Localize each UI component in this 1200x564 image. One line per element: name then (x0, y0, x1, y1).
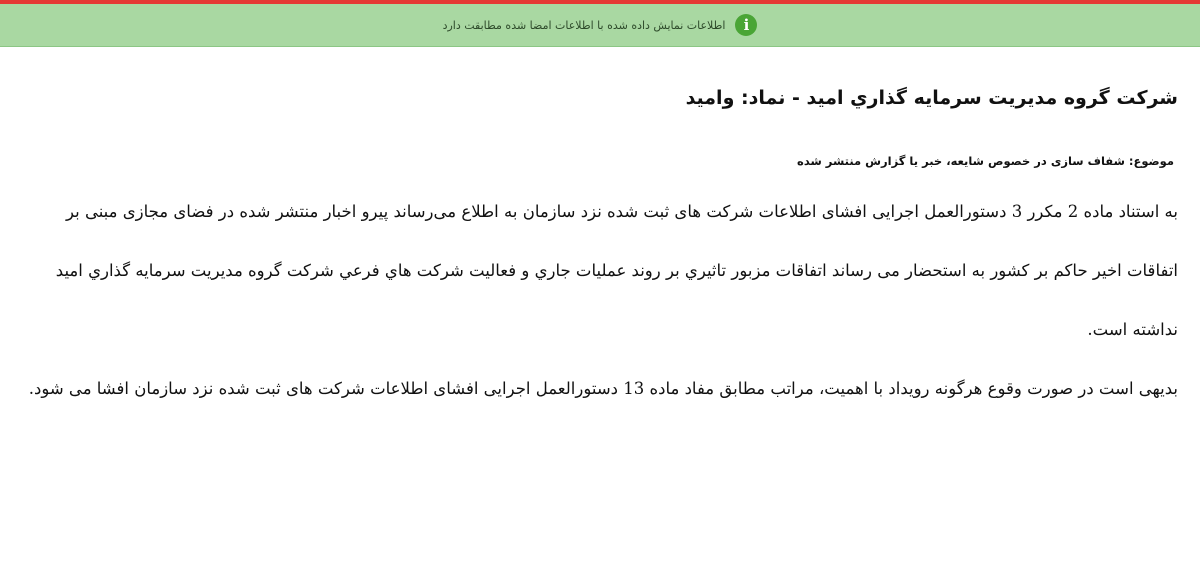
document-title: شرکت گروه مدیریت سرمایه گذاري امید - نماد: وامید (685, 87, 1178, 109)
info-icon: i (735, 14, 757, 36)
verification-notice-text: اطلاعات نمایش داده شده با اطلاعات امضا شده مطابقت دارد (442, 18, 726, 32)
document-body (28, 78, 1178, 418)
document-subject: موضوع: شفاف سازی در خصوص شایعه، خبر یا گزارش منتشر شده (797, 154, 1174, 168)
document-paragraph-1: به استناد ماده 2 مکرر 3 دستورالعمل اجرایی افشای اطلاعات شرکت های ثبت شده نزد سازمان به اطلاع می‌رساند پیرو اخبار منتشر شده در فضای مجازی مبنی بر اتفاقات اخیر حاکم بر کشور به استحضار می رساند اتفاقات مزبور تاثیري بر روند عملیات جاري و فعالیت شرکت هاي فرعي شرکت گروه مدیریت سرمایه گذاري امید نداشته است. (55, 202, 1178, 339)
verification-notice-bar (0, 4, 1200, 47)
document-paragraph-2: بدیهی است در صورت وقوع هرگونه رویداد با اهمیت، مراتب مطابق مفاد ماده 13 دستورالعمل اجرایی افشای اطلاعات شرکت های ثبت شده نزد سازمان افشا می شود. (28, 379, 1178, 398)
